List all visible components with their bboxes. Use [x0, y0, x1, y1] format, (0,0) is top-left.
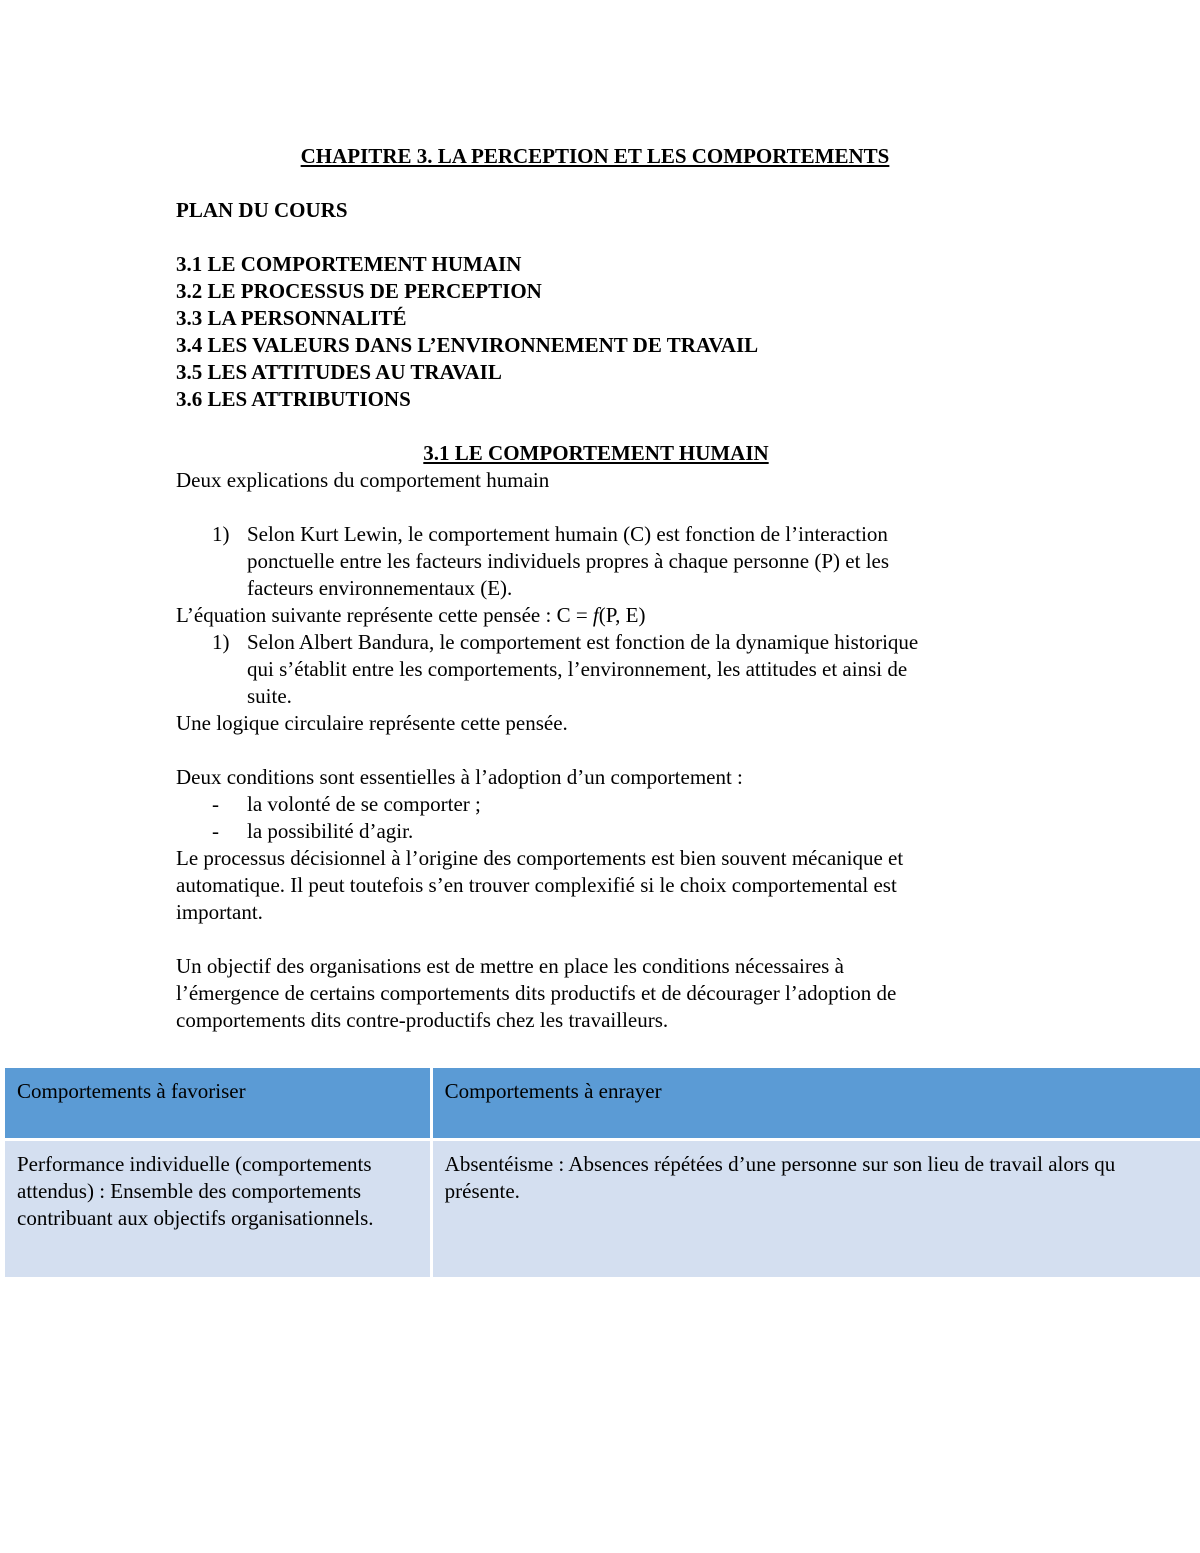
cell-absenteeism: [433, 1141, 1200, 1277]
cell-line: contribuant aux objectifs organisationnels.: [17, 1206, 374, 1230]
text-line: qui s’établit entre les comportements, l’environnement, les attitudes et ainsi de: [247, 657, 908, 681]
cell-line: présente.: [444, 1179, 520, 1203]
text-line: l’émergence de certains comportements dits productifs et de décourager l’adoption de: [176, 981, 897, 1005]
objective-paragraph: [176, 953, 1016, 1034]
dash-marker: -: [212, 792, 219, 816]
equation-prefix: L’équation suivante représente cette pensée : C =: [176, 603, 593, 627]
cell-line: Absentéisme : Absences répétées d’une personne sur son lieu de travail alors qu: [444, 1152, 1116, 1176]
text-line: automatique. Il peut toutefois s’en trouver complexifié si le choix comportemental est: [176, 873, 897, 897]
dash-marker: -: [212, 819, 219, 843]
section-heading: 3.1 LE COMPORTEMENT HUMAIN: [423, 441, 769, 465]
intro-text: Deux explications du comportement humain: [176, 468, 550, 492]
header-cell-favor: Comportements à favoriser: [5, 1068, 430, 1138]
condition-text: la possibilité d’agir.: [247, 819, 414, 843]
behaviours-table: [2, 1065, 1200, 1280]
plan-item: 3.5 LES ATTITUDES AU TRAVAIL: [176, 360, 502, 384]
document-body: [176, 143, 1016, 1034]
plan-item: 3.4 LES VALEURS DANS L’ENVIRONNEMENT DE TRAVAIL: [176, 333, 759, 357]
plan-item: 3.1 LE COMPORTEMENT HUMAIN: [176, 252, 522, 276]
text-line: suite.: [247, 684, 292, 708]
plan-item: 3.3 LA PERSONNALITÉ: [176, 306, 407, 330]
condition-text: la volonté de se comporter ;: [247, 792, 481, 816]
conditions-intro: Deux conditions sont essentielles à l’adoption d’un comportement :: [176, 765, 743, 789]
text-line: Un objectif des organisations est de mettre en place les conditions nécessaires à: [176, 954, 844, 978]
table-row: [5, 1141, 1200, 1277]
plan-item: 3.2 LE PROCESSUS DE PERCEPTION: [176, 279, 542, 303]
equation-line: [176, 602, 1016, 629]
plan-heading: PLAN DU COURS: [176, 198, 348, 222]
process-paragraph: [176, 845, 1016, 926]
list-marker: 1): [212, 522, 230, 546]
cell-line: Performance individuelle (comportements: [17, 1152, 372, 1176]
table-header-row: [5, 1068, 1200, 1138]
header-cell-stop: Comportements à enrayer: [433, 1068, 1200, 1138]
text-line: Le processus décisionnel à l’origine des comportements est bien souvent mécanique et: [176, 846, 904, 870]
equation-function: f: [592, 603, 599, 627]
list-marker: 1): [212, 630, 230, 654]
text-line: ponctuelle entre les facteurs individuels propres à chaque personne (P) et les: [247, 549, 890, 573]
text-line: important.: [176, 900, 263, 924]
text-line: Selon Albert Bandura, le comportement est fonction de la dynamique historique: [247, 630, 919, 654]
explanation-lewin: [176, 521, 1016, 602]
cell-performance: [5, 1141, 430, 1277]
text-line: comportements dits contre-productifs chez les travailleurs.: [176, 1008, 669, 1032]
explanation-bandura: [176, 629, 1016, 710]
text-line: Selon Kurt Lewin, le comportement humain (C) est fonction de l’interaction: [247, 522, 888, 546]
condition-item: [176, 818, 1016, 845]
plan-item: 3.6 LES ATTRIBUTIONS: [176, 387, 411, 411]
cell-line: attendus) : Ensemble des comportements: [17, 1179, 362, 1203]
chapter-title: CHAPITRE 3. LA PERCEPTION ET LES COMPORTEMENTS: [300, 144, 890, 168]
circular-logic-text: Une logique circulaire représente cette pensée.: [176, 711, 568, 735]
equation-suffix: (P, E): [598, 603, 646, 627]
condition-item: [176, 791, 1016, 818]
text-line: facteurs environnementaux (E).: [247, 576, 513, 600]
